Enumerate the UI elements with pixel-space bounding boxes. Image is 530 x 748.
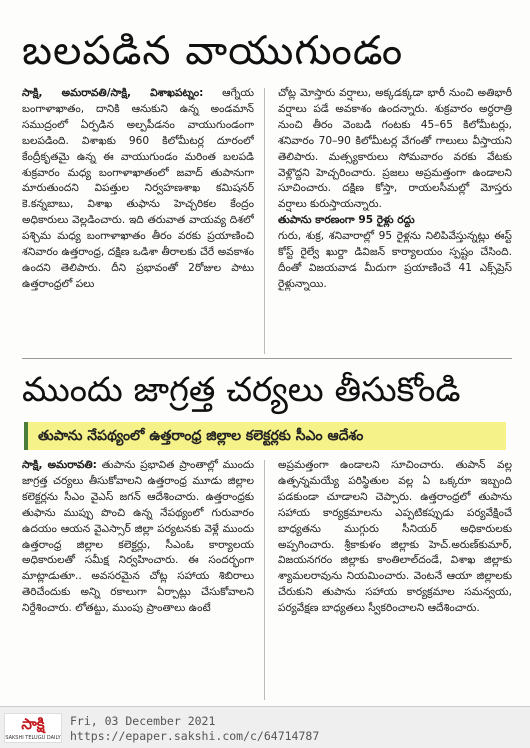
- epaper-url-link[interactable]: https://epaper.sakshi.com/c/64714787: [70, 729, 320, 743]
- section-divider: [22, 358, 512, 359]
- subheadline-banner: తుపాను నేపథ్యంలో ఉత్తరాంధ్ర జిల్లాల కలెక్టర్లకు సీఎం ఆదేశం: [24, 422, 506, 450]
- article2-right-column: [278, 458, 512, 702]
- article2-left-column: [22, 458, 254, 702]
- body-text: ఆగ్నేయ బంగాళాఖాతం, దానికి ఆనుకుని ఉన్న అండమాన్ సముద్రంలో ఏర్పడిన అల్పపీడనం వాయుగుండంగా బలపడింది. విశాఖకు 960 కిలోమీటర్ల దూరంలో కేంద్రీకృతమై ఉన్న ఈ వాయుగుండం మరింత బలపడి శుక్రవారం మధ్య బంగాళాఖాతంలో జవాద్ తుపానుగా మారుతుందని విపత్తుల నిర్వహణశాఖ కమిషనర్ కె.కన్నబాబు, విశాఖ తుఫాను హెచ్చరికల కేంద్రం అధికారులు వెల్లడించారు. ఇది తరువాత వాయవ్య దిశలో పశ్చిమ మధ్య బంగాళాఖాతం తీరం వరకు ప్రయాణించి శనివారం ఉత్తరాంధ్ర, దక్షిణ ఒడిశా తీరాలకు చేరే అవకాశం ఉందని తెలిపారు. దీని ప్రభావంతో 2రోజుల పాటు ఉత్తరాంధ్రలో పలు: [22, 87, 254, 290]
- logo-subtext: SAKSHI TELUGU DAILY: [5, 735, 61, 741]
- body-text: గురు, శుక్ర, శనివారాల్లో 95 రైళ్లను నిలిపివేస్తున్నట్లు ఈస్ట్ కోస్ట్ రైల్వే ఖుర్దా డివిజన్ కార్యాలయం స్పష్టం చేసింది. దీంతో విజయవాడ మీదుగా ప్రయాణించే 41 ఎక్స్‌ప్రెస్ రైళ్లున్నాయి.: [278, 230, 512, 290]
- column-divider: [264, 88, 265, 354]
- article-left-column: [22, 86, 254, 356]
- column-divider: [264, 460, 265, 700]
- body-text: తుపాను ప్రభావిత ప్రాంతాల్లో ముందు జాగ్రత్త చర్యలు తీసుకోవాలని ఉత్తరాంధ్ర మూడు జిల్లాల కలెక్టర్లను సీఎం వైఎస్ జగన్ ఆదేశించారు. ఉత్తరాంధ్రకు తుఫాను ముప్పు పొంచి ఉన్న నేపథ్యంలో గురువారం ఉదయం ఆయన వైఎస్సార్ జిల్లా పర్యటనకు వెళ్లే ముందు ఉత్తరాంధ్ర జిల్లాల కలెక్టర్లు, సీఎంఓ కార్యాలయ అధికారులతో సమీక్ష నిర్వహించారు. ఈ సందర్భంగా మాట్లాడుతూ.. అవసరమైన చోట్ల సహాయ శిబిరాలు తెరిచేందుకు అన్ని రకాలుగా ఏర్పాట్లు చేసుకోవాలని నిర్దేశించారు. లోతట్టు, ముంపు ప్రాంతాలు ఉంటే: [22, 459, 254, 615]
- edition-date: Fri, 03 December 2021: [70, 714, 216, 728]
- article-headline-2: ముందు జాగ్రత్త చర్యలు తీసుకోండి: [22, 370, 461, 410]
- subheading: తుపాను కారణంగా 95 రైళ్లు రద్దు: [278, 214, 415, 227]
- body-text: అప్రమత్తంగా ఉండాలని సూచించారు. తుపాన్ వల్ల ఉత్పన్నమయ్యే పరిస్థితుల వల్ల ఏ ఒక్కరూ ఇబ్బంది పడకుండా చూడాలని చెప్పారు. ఉత్తరాంధ్రలో తుపాను సహాయ కార్యక్రమాలను ఎప్పటికప్పుడు పర్యవేక్షించే బాధ్యతను ముగ్గురు సీనియర్ అధికారులకు అప్పగించారు. శ్రీకాకుళం జిల్లాకు హెచ్.అరుణ్‌కుమార్, విజయనగరం జిల్లాకు కాంతిలాల్‌దండే, విశాఖ జిల్లాకు శ్యామలరావును నియమించారు. వెంటనే ఆయా జిల్లాలకు చేరుకుని తుపాను సహాయ కార్యక్రమాల సమన్వయ, పర్యవేక్షణ బాధ్యతలు స్వీకరించాలని ఆదేశించారు.: [278, 459, 512, 615]
- sakshi-logo: [4, 713, 62, 743]
- body-text: చోట్ల మోస్తారు వర్షాలు, అక్కడక్కడా భారీ నుంచి అతిభారీ వర్షాలు పడే అవకాశం ఉందన్నారు. శుక్రవారం అర్ధరాత్రి నుంచి తీరం వెంబడి గంటకు 45–65 కిలోమీటర్లు, శనివారం 70–90 కిలోమీటర్ల వేగంతో గాలులు వీస్తాయని తెలిపారు. మత్స్యకారులు సోమవారం వరకు వేటకు వెళ్లొద్దని హెచ్చరించారు. ప్రజలు అప్రమత్తంగా ఉండాలని సూచించారు. దక్షిణ కోస్తా, రాయలసీమల్లో మోస్తరు వర్షాలు కురుస్తాయన్నారు.: [278, 87, 512, 211]
- logo-text: సాక్షి: [21, 715, 45, 733]
- dateline: సాక్షి, అమరావతి/సాక్షి, విశాఖపట్నం:: [22, 87, 204, 99]
- epaper-footer: [0, 706, 530, 748]
- article-right-column: [278, 86, 512, 356]
- dateline: సాక్షి, అమరావతి:: [22, 459, 97, 471]
- article-headline: బలపడిన వాయుగుండం: [22, 28, 404, 74]
